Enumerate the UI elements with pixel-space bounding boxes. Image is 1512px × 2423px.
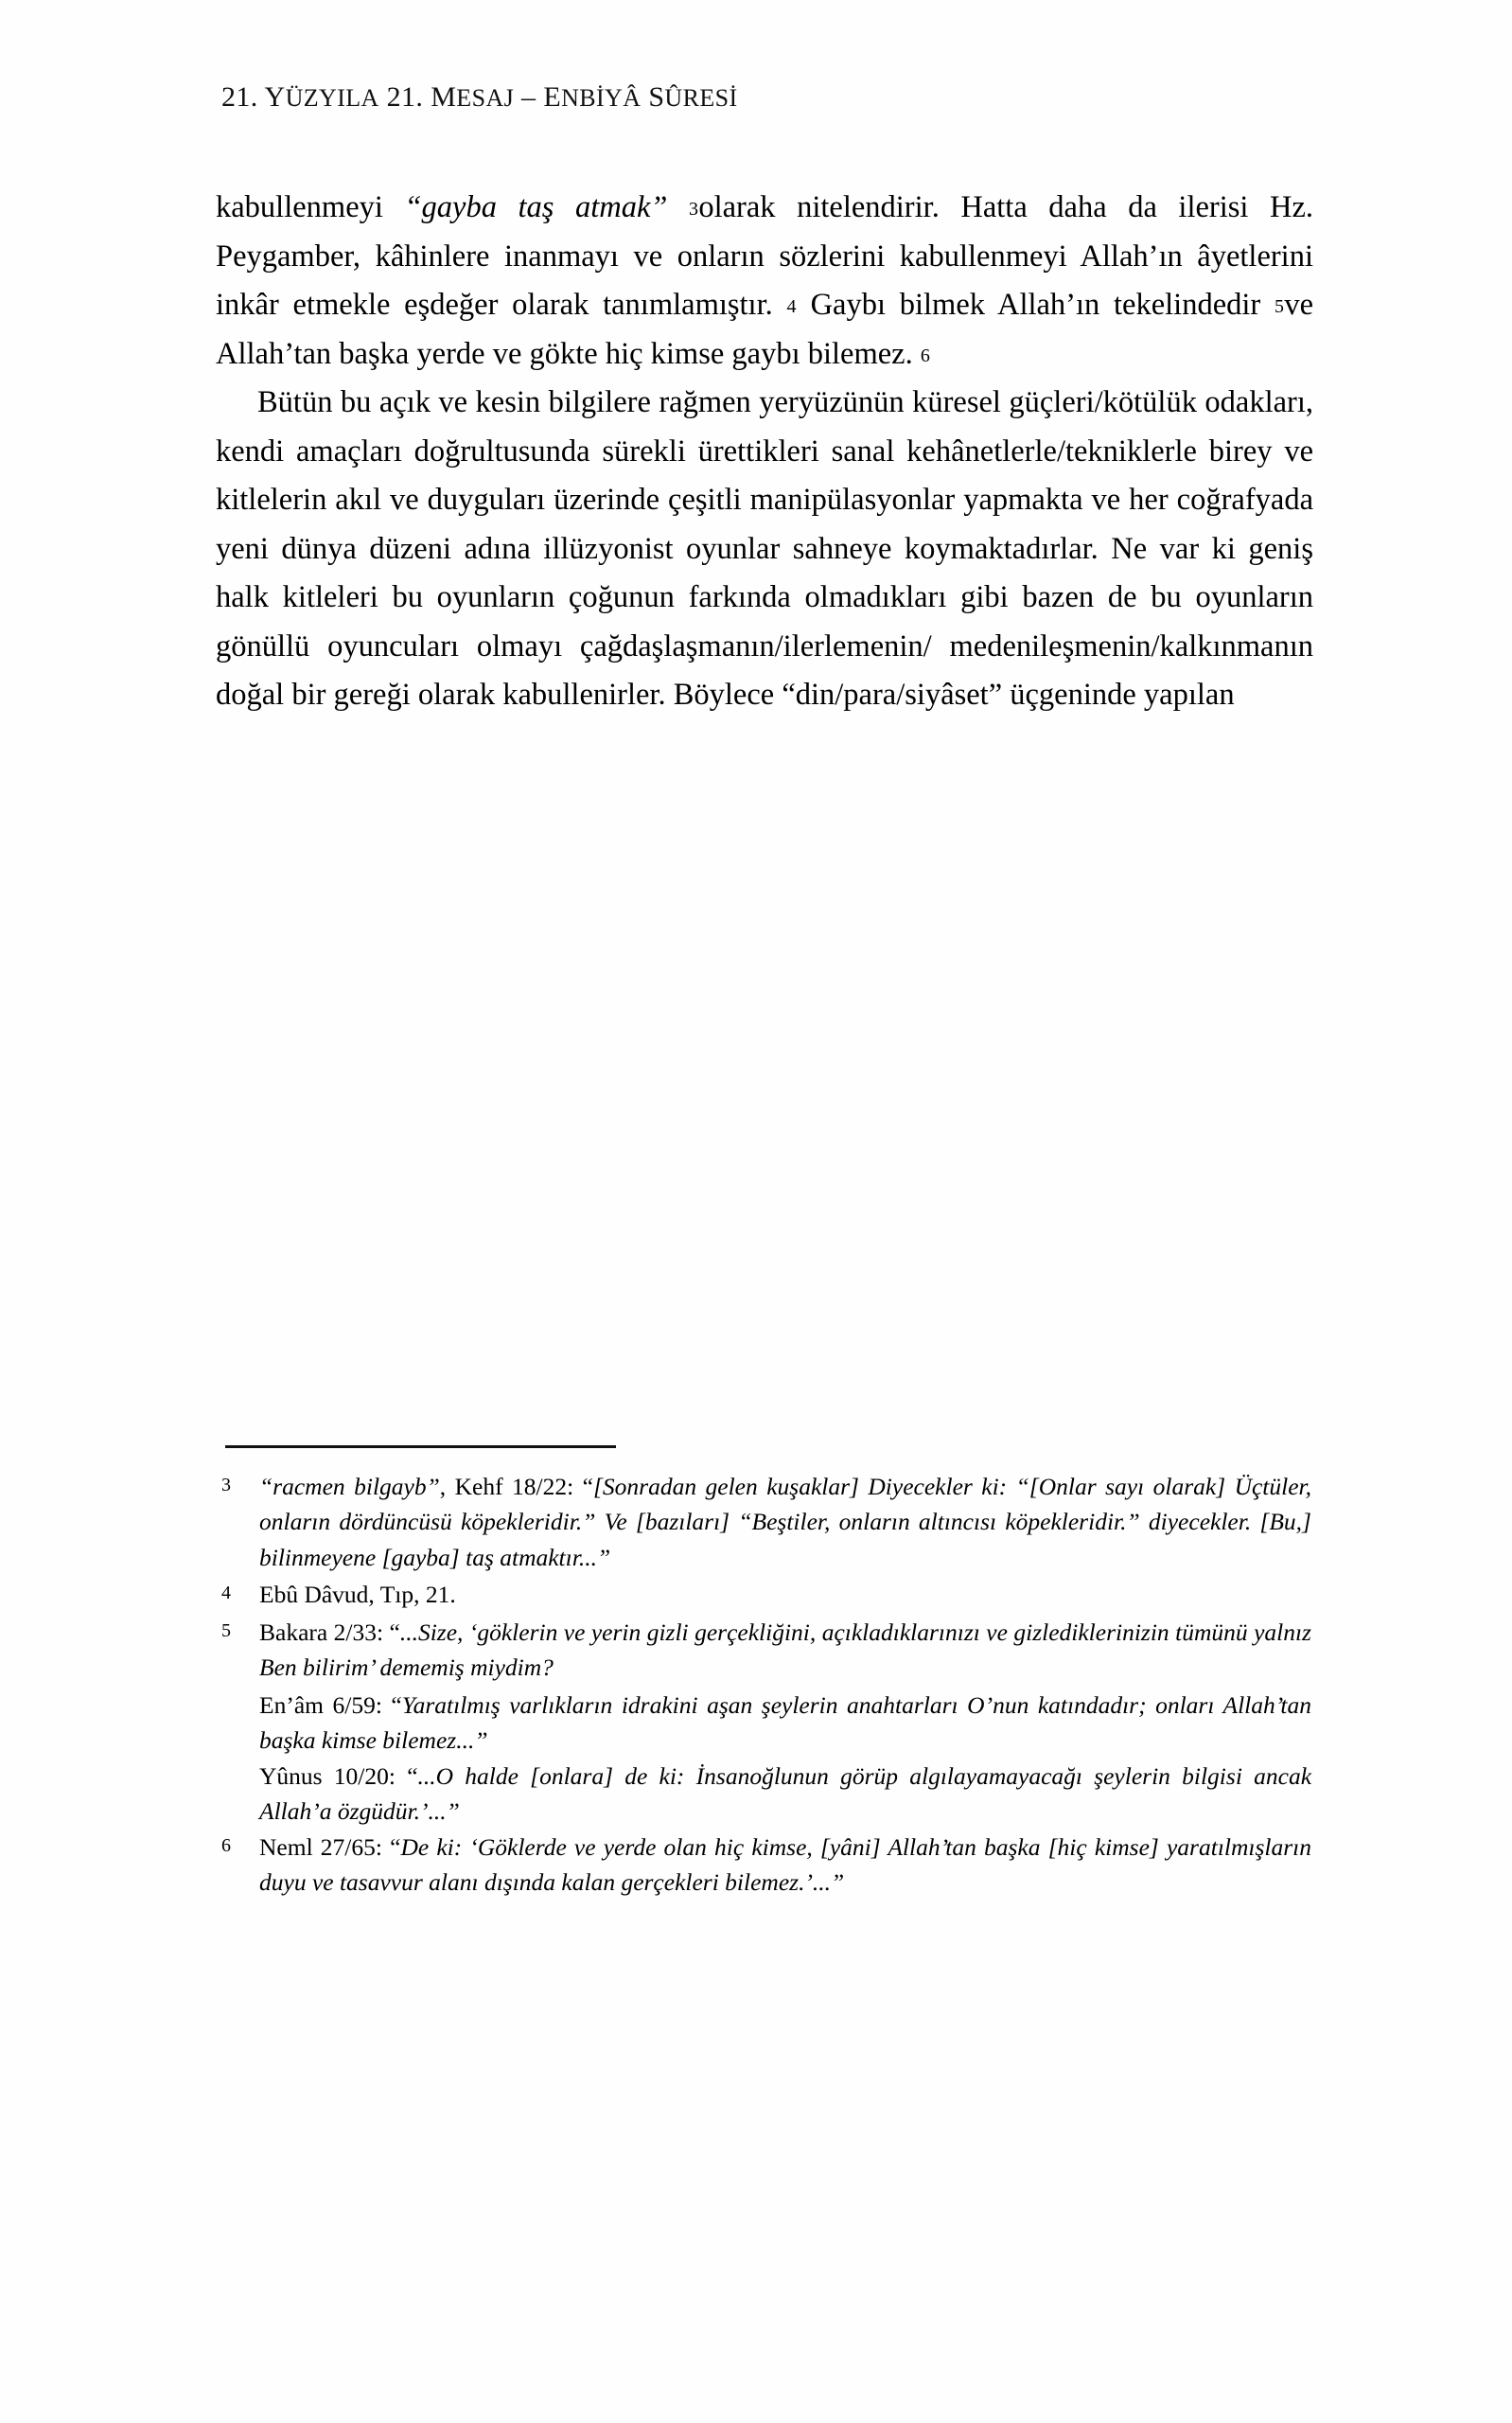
paragraph-1-italic-run: “gayba taş atmak” (404, 190, 668, 224)
footnote-5-continuation-2 (259, 1759, 1311, 1830)
running-header-part-f: NBİYÂ (561, 84, 642, 112)
body-text (216, 184, 1313, 720)
footnote-separator-rule (225, 1445, 616, 1448)
footnote-list (221, 1469, 1311, 1901)
footnote-number-4[interactable]: 4 (221, 1583, 231, 1604)
footnote-5-cont-text-run: En’âm 6/59: “ (259, 1690, 402, 1719)
footnote-body-3 (259, 1469, 1311, 1575)
footnote-3-text-run: , Kehf 18/22: “ (439, 1473, 593, 1500)
footnote-5-cont-italic-run: ...O halde [onlara] de ki: İnsanoğlunun görüp algılayamayacağı şeylerin bilgisi ancak Allah’a özgüdür.’...” (259, 1761, 1312, 1826)
running-header (221, 81, 1313, 114)
paragraph-1-text-run: Gaybı bilmek Allah’ın tekelindedir (796, 288, 1275, 322)
footnote-4-text-run: Ebû Dâvud, Tıp, 21. (259, 1581, 456, 1609)
paragraph-1-text-run: olarak nitelendirir. Hatta daha da ilerisi Hz. Peygamber, kâhinlere inanmayı ve onların sözlerini kabullenmeyi Allah’ın âyetlerini inkâr etmekle eşdeğer olarak tanımlamıştır. (216, 190, 1313, 322)
running-header-part-c: 21. M (378, 81, 457, 113)
footnote-body-6 (259, 1830, 1311, 1901)
footnote-5-cont-text-run: Yûnus 10/20: “ (259, 1761, 418, 1790)
footnote-reference-5[interactable]: 5 (1275, 296, 1285, 317)
footnote-5-continuation-1 (259, 1688, 1311, 1759)
paragraph-2: Bütün bu açık ve kesin bilgilere rağmen yeryüzünün küresel güçleri/kötülük odakları, kendi amaçları doğrultusunda sürekli ürettikleri sanal kehânetlerle/tekniklerle birey ve kitlelerin akıl ve duyguları üzerinde çeşitli manipülasyonlar yapmakta ve her coğrafyada yeni dünya düzeni adına illüzyonist oyunlar sahneye koymaktadırlar. Ne var ki geniş halk kitleleri bu oyunların çoğunun farkında olmadıkları gibi bazen de bu oyunların gönüllü oyuncuları olmayı çağdaşlaşmanın/ilerlemenin/ medenileşmenin/kalkınmanın doğal bir gereği olarak kabullenirler. Böylece “din/para/siyâset” üçgeninde yapılan (216, 385, 1313, 712)
footnote-4 (221, 1577, 1311, 1612)
running-header-part-g: S (641, 81, 665, 113)
footnote-body-5 (259, 1615, 1311, 1686)
footnote-6-text-run: Neml 27/65: “ (259, 1832, 401, 1861)
footnote-number-3[interactable]: 3 (221, 1475, 231, 1495)
footnote-number-6[interactable]: 6 (221, 1834, 231, 1856)
paragraph-1-text-run (667, 190, 689, 224)
footnote-6 (221, 1830, 1311, 1901)
footnote-5 (221, 1615, 1311, 1686)
running-header-part-b: ÜZYILA (285, 84, 379, 112)
footnote-paragraph (259, 1830, 1311, 1901)
running-header-part-e: – E (514, 81, 562, 113)
running-header-part-a: 21. Y (221, 81, 286, 113)
page-content (216, 81, 1313, 720)
paragraph-1-text-run: kabullenmeyi (216, 190, 405, 224)
footnote-5-italic-run: ...Size, ‘göklerin ve yerin gizli gerçekliğini, açıkladıklarınızı ve gizlediklerinizin tümünü yalnız Ben bilirim’ dememiş miydim? (259, 1618, 1311, 1682)
footnote-5-text-run: Bakara 2/33: “ (259, 1618, 400, 1646)
footnote-reference-4[interactable]: 4 (786, 296, 797, 317)
footnote-paragraph (259, 1469, 1311, 1575)
running-header-part-h: ÛRESİ (664, 84, 738, 112)
footnote-reference-6[interactable]: 6 (920, 345, 931, 366)
footnote-5-cont-italic-run: Yaratılmış varlıkların idrakini aşan şeylerin anahtarları O’nun katındadır; onları Allah’tan başka kimse bilemez...” (259, 1690, 1311, 1755)
footnote-paragraph (259, 1577, 1311, 1612)
paragraph-1 (216, 184, 1313, 379)
running-header-part-d: ESAJ (456, 84, 515, 112)
footnote-paragraph (259, 1615, 1311, 1686)
paragraph-1-text-run: ve Allah’tan başka yerde ve gökte hiç kimse gaybı bilemez. (216, 288, 1313, 371)
footnote-body-4 (259, 1577, 1311, 1612)
footnote-number-5[interactable]: 5 (221, 1619, 231, 1641)
footnote-area (221, 1445, 1311, 1902)
footnote-3-italic-run: [Sonradan gelen kuşaklar] Diyecekler ki: “[Onlar sayı olarak] Üçtüler, onların dördüncüsü köpekleridir.” Ve [bazıları] “Beştiler, onların altıncısı köpekleridir.” diyecekler. [Bu,] bilinmeyene [gayba] taş atmaktır...” (259, 1473, 1312, 1571)
footnote-6-italic-run: De ki: ‘Göklerde ve yerde olan hiç kimse, [yâni] Allah’tan başka [hiç kimse] yaratılmışların duyu ve tasavvur alanı dışında kalan gerçekleri bilemez.’...” (259, 1832, 1312, 1897)
footnote-3 (221, 1469, 1311, 1575)
footnote-reference-3[interactable]: 3 (689, 199, 699, 220)
footnote-3-italic-run: “racmen bilgayb” (259, 1473, 440, 1500)
